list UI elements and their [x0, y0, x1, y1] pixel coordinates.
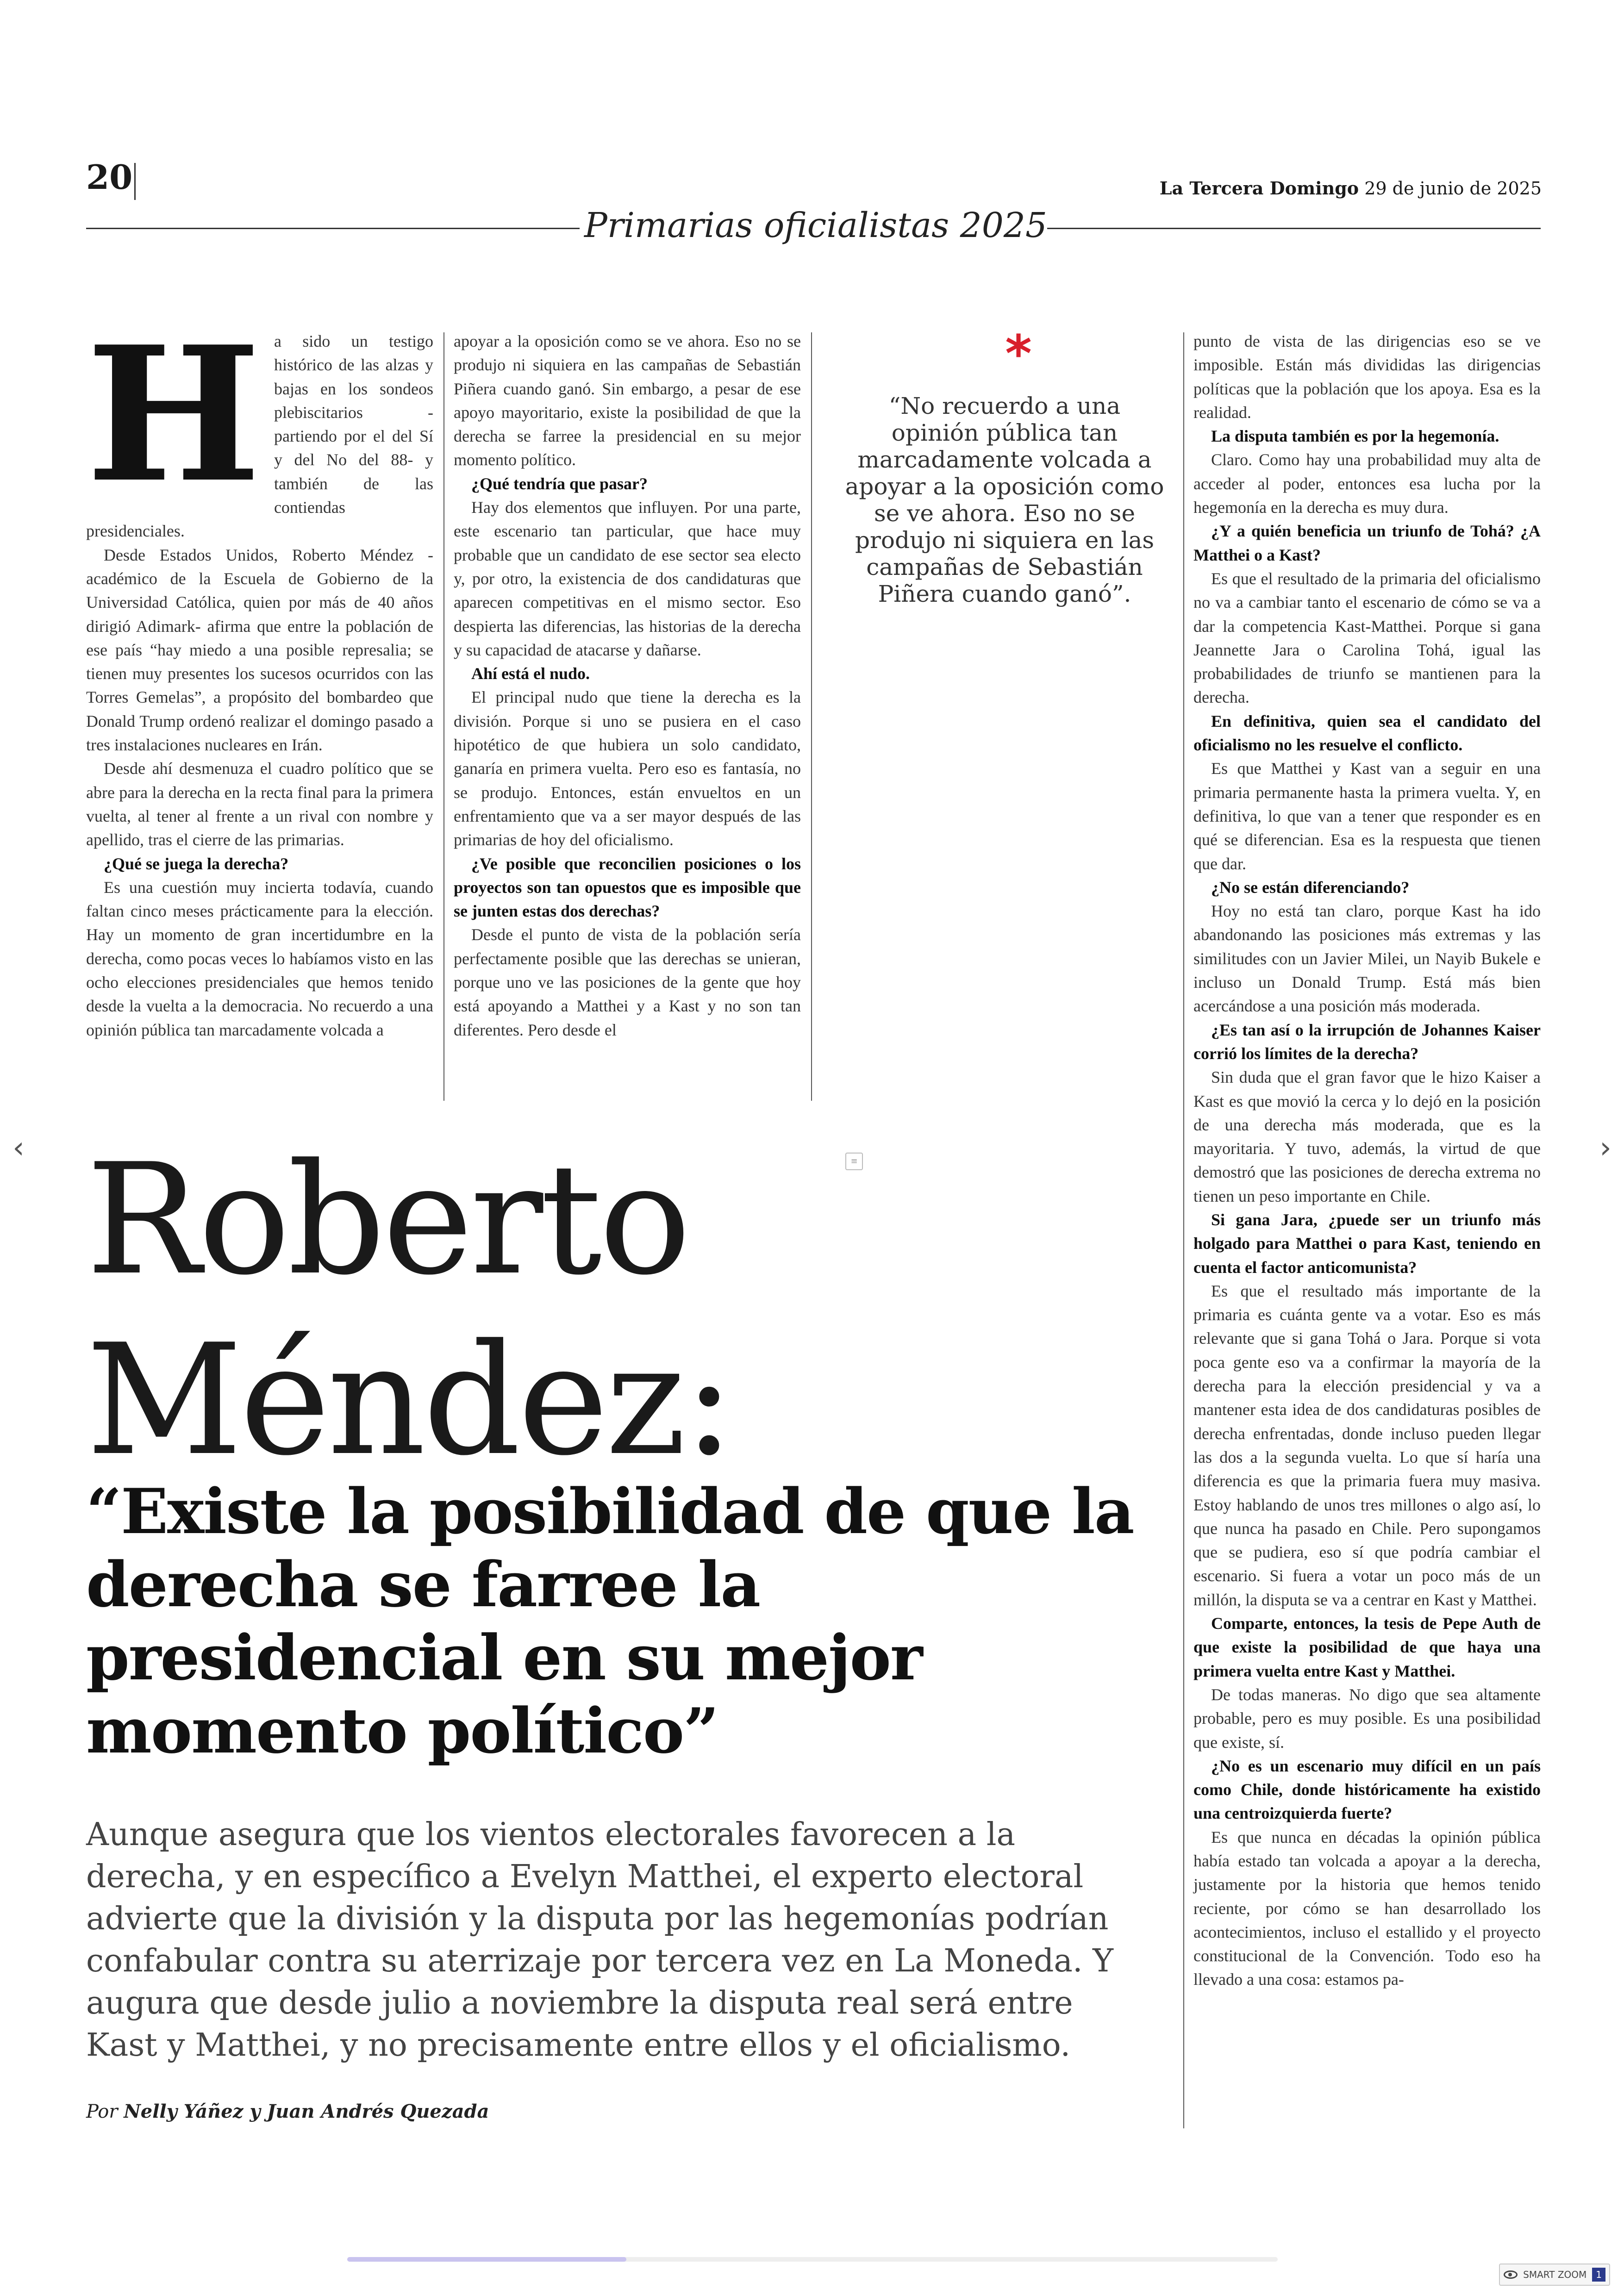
interview-question: ¿Qué se juega la derecha? [104, 854, 289, 873]
headline-quote: “Existe la posibilidad de que la derecha se farree la presidencial en su mejor momento político” [86, 1475, 1134, 1767]
masthead-brand: La Tercera Domingo [1159, 178, 1359, 199]
smart-zoom-button[interactable] [1499, 2264, 1610, 2286]
column-divider [443, 332, 444, 1101]
paragraph: Sin duda que el gran favor que le hizo Kaiser a Kast es que movió la cerca y lo dejó en la posición de una derecha más moderada, que es la mayoritaria. Y tuvo, además, la virtud de que demostró que las posiciones de derecha extrema no tienen un peso importante en Chile. [1193, 1068, 1541, 1205]
chevron-left-icon[interactable]: ‹ [12, 1131, 25, 1165]
headline-name-line: Méndez: [86, 1311, 732, 1489]
headline-name-line: Roberto [86, 1131, 688, 1309]
section-rule-right [1047, 228, 1541, 229]
paragraph: Desde el punto de vista de la población sería perfectamente posible que las derechas se unieran, porque uno ve las posiciones de la gente que hoy está apoyando a Matthei y a Kast y no son tan diferentes. Pero desde el [454, 925, 801, 1039]
byline [86, 2101, 781, 2122]
interview-question: ¿Ve posible que reconcilien posiciones o los proyectos son tan opuestos que es imposible que se junten estas dos derechas? [454, 854, 801, 921]
masthead-date: 29 de junio de 2025 [1364, 178, 1542, 199]
page-number-divider [134, 163, 136, 200]
interview-question: Ahí está el nudo. [471, 664, 590, 683]
paragraph: Hay dos elementos que influyen. Por una parte, este escenario tan particular, que hace muy probable que un candidato de ese sector sea electo y, por otro, la existencia de dos candidaturas que aparecen competitivas en el mismo sector. Eso despierta las diferencias, las historias de la derecha y su capacidad de atacarse y dañarse. [454, 498, 801, 659]
paragraph: Es una cuestión muy incierta todavía, cuando faltan cinco meses prácticamente para la elección. Hay un momento de gran incertidumbre en la derecha, como pocas veces lo habíamos visto en las ocho elecciones presidenciales que hemos tenido desde la vuelta a la democracia. No recuerdo a una opinión pública tan marcadamente volcada a [86, 878, 433, 1039]
paragraph: De todas maneras. No digo que sea altamente probable, pero es muy posible. Es una posibilidad que existe, sí. [1193, 1685, 1541, 1752]
article-column-2 [454, 330, 801, 1042]
asterisk-icon: * [1005, 324, 1032, 383]
interview-question: ¿Qué tendría que pasar? [471, 474, 648, 493]
paragraph: Es que nunca en décadas la opinión pública había estado tan volcada a apoyar a la derecha, justamente por la historia que hemos tenido reciente, por cómo se han desarrollado los acontecimientos, incluso el estallido y el proyecto constitucional de la Convención. Todo eso ha llevado a una cosa: estamos pa- [1193, 1827, 1541, 1989]
lede-paragraph: Aunque asegura que los vientos electorales favorecen a la derecha, y en específico a Evelyn Matthei, el experto electoral advierte que la división y la disputa por las hegemonías podrían confabular contra su aterrizaje por tercera vez en La Moneda. Y augura que desde julio a noviembre la disputa real será entre Kast y Matthei, y no precisamente entre ellos y el oficialismo. [86, 1816, 1114, 2064]
paragraph: Es que el resultado más importante de la primaria es cuánta gente va a votar. Eso es más relevante que si gana Tohá o Jara. Porque si vota poca gente eso va a confirmar la mayoría de la derecha para la elección presidencial y va a mantener esta idea de dos candidaturas posibles de derecha enfrentadas, donde incluso pueden llegar las dos a la segunda vuelta. Lo que sí haría una diferencia es que la primaria fuera muy masiva. Estoy hablando de unos tres millones o algo así, lo que nunca ha pasado en Chile. Pero supongamos que se pudiera, eso sí que podría cambiar el escenario. Si fuera a votar un poco más de un millón, la disputa se va a centrar en Kast y Matthei. [1193, 1281, 1541, 1609]
article-column-4 [1193, 330, 1541, 1992]
paragraph: Es que Matthei y Kast van a seguir en una primaria permanente hasta la primera vuelta. Y, en definitiva, lo que van a tener que responder es en qué se diferencian. Esa es la respuesta que tienen que dar. [1193, 759, 1541, 873]
paragraph: El principal nudo que tiene la derecha es la división. Porque si uno se pusiera en el caso hipotético de que hubiera un solo candidato, ganaría en primera vuelta. Pero eso es fantasía, no se produjo. Entonces, están envueltos en un enfrentamiento que va a ser mayor después de las primarias de hoy del oficialismo. [454, 688, 801, 849]
paragraph: Desde Estados Unidos, Roberto Méndez -académico de la Escuela de Gobierno de la Universidad Católica, quien por más de 40 años dirigió Adimark- afirma que entre la población de ese país “hay miedo a una posible represalia; se tienen muy presentes los sucesos ocurridos con las Torres Gemelas”, a propósito del bombardeo que Donald Trump ordenó realizar el domingo pasado a tres instalaciones nucleares en Irán. [86, 545, 433, 755]
paragraph: Es que el resultado de la primaria del oficialismo no va a cambiar tanto el escenario de cómo se va a dar la competencia Kast-Matthei. Porque si gana Jeannette Jara o Carolina Tohá, igual las probabilidades de triunfo se mantienen para la derecha. [1193, 569, 1541, 707]
eye-icon [1504, 2270, 1518, 2279]
interview-question: En definitiva, quien sea el candidato del oficialismo no les resuelve el conflicto. [1193, 711, 1541, 755]
byline-authors: Nelly Yáñez y Juan Andrés Quezada [124, 2101, 489, 2122]
paragraph: punto de vista de las dirigencias eso se ve imposible. Están más divididas las dirigencias políticas que la población que los apoya. Esa es la realidad. [1193, 332, 1541, 422]
smart-zoom-page: 1 [1592, 2268, 1605, 2282]
drop-cap: H [86, 306, 261, 524]
article-column-1 [86, 306, 433, 1042]
byline-prefix: Por [86, 2101, 118, 2122]
note-icon[interactable]: ≡ [845, 1153, 863, 1170]
smart-zoom-label: SMART ZOOM [1523, 2269, 1587, 2280]
section-title: Primarias oficialistas 2025 [584, 206, 1047, 245]
interview-question: Si gana Jara, ¿puede ser un triunfo más holgado para Matthei o para Kast, teniendo en cuenta el factor anticomunista? [1193, 1210, 1541, 1277]
interview-question: ¿No se están diferenciando? [1211, 878, 1410, 897]
interview-question: ¿Y a quién beneficia un triunfo de Tohá? ¿A Matthei o a Kast? [1193, 522, 1541, 564]
column-divider [811, 332, 812, 1101]
scrollbar-thumb[interactable] [347, 2257, 626, 2262]
interview-question: La disputa también es por la hegemonía. [1211, 427, 1499, 446]
paragraph: apoyar a la oposición como se ve ahora. Eso no se produjo ni siquiera en las campañas de Sebastián Piñera cuando ganó. Sin embargo, a pesar de ese apoyo mayoritario, existe la posibilidad de que la derecha se farree la presidencial en su mejor momento político. [454, 332, 801, 469]
interview-question: ¿Es tan así o la irrupción de Johannes Kaiser corrió los límites de la derecha? [1193, 1020, 1541, 1063]
headline-name [86, 1129, 1151, 1491]
interview-question: ¿No es un escenario muy difícil en un país como Chile, donde históricamente ha existido una centroizquierda fuerte? [1193, 1756, 1541, 1823]
paragraph: a sido un testigo histórico de las alzas y bajas en los sondeos plebiscitarios -partiendo por el del Sí y del No del 88- y también de las contiendas presidenciales. [86, 332, 433, 541]
interview-question: Comparte, entonces, la tesis de Pepe Auth de que existe la posibilidad de que haya una primera vuelta entre Kast y Matthei. [1193, 1614, 1541, 1680]
masthead [1160, 178, 1542, 199]
paragraph: Desde ahí desmenuza el cuadro político que se abre para la derecha en la recta final para la primera vuelta, al tener al frente a un rival con nombre y apellido, tras el cierre de las primarias. [86, 759, 433, 849]
paragraph: Hoy no está tan claro, porque Kast ha ido abandonando las posiciones más extremas y las similitudes con un Javier Milei, un Nayib Bukele e incluso un Donald Trump. Está más bien acercándose a una posición más moderada. [1193, 902, 1541, 1016]
pull-quote: “No recuerdo a una opinión pública tan marcadamente volcada a apoyar a la oposición como se ve ahora. Eso no se produjo ni siquiera en las campañas de Sebastián Piñera cuando ganó”. [845, 393, 1164, 607]
column-divider [1183, 332, 1184, 2128]
chevron-right-icon[interactable]: › [1599, 1131, 1612, 1165]
page-number: 20 [86, 157, 133, 197]
section-rule-left [86, 228, 580, 229]
paragraph: Claro. Como hay una probabilidad muy alta de acceder al poder, entonces esa lucha por la hegemonía en la derecha es muy dura. [1193, 450, 1541, 517]
